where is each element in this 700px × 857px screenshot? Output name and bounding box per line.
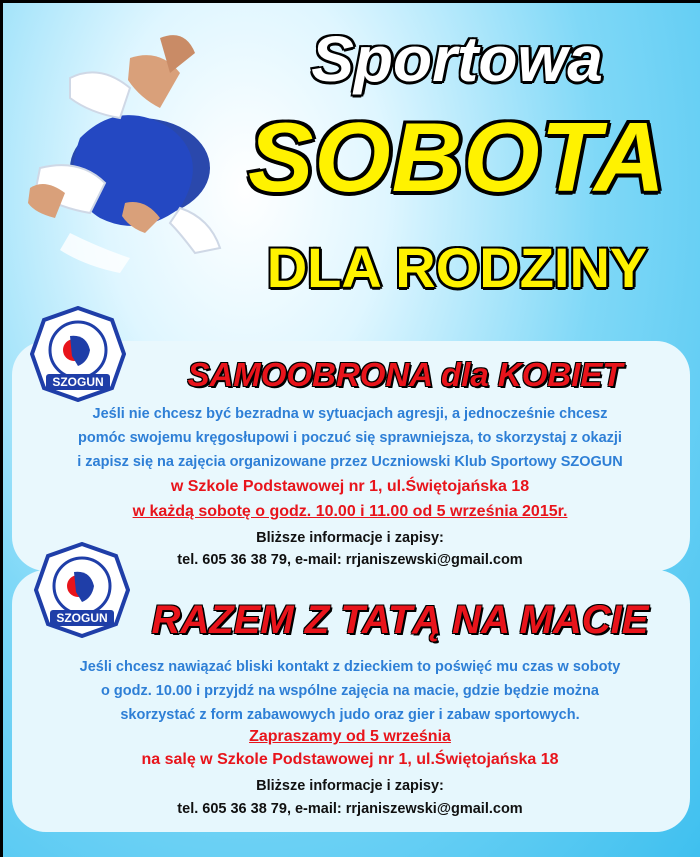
title-line-3: DLA RODZINY bbox=[266, 236, 648, 299]
section1-body-line: i zapisz się na zajęcia organizowane przez Uczniowski Klub Sportowy SZOGUN bbox=[77, 454, 623, 470]
section1-info: Bliższe informacje i zapisy: bbox=[256, 530, 444, 546]
section2-body-line: o godz. 10.00 i przyjdź na wspólne zajęcia na macie, gdzie będzie można bbox=[101, 683, 599, 699]
logo-text: SZOGUN bbox=[52, 375, 104, 389]
section1-contact: tel. 605 36 38 79, e-mail: rrjaniszewski@gmail.com bbox=[177, 552, 523, 568]
section1-place: w Szkole Podstawowej nr 1, ul.Świętojańska 18 bbox=[170, 478, 530, 495]
szogun-club-logo bbox=[30, 306, 126, 402]
section2-body-line: skorzystać z form zabawowych judo oraz gier i zabaw sportowych. bbox=[120, 707, 580, 723]
section-title-self-defense: SAMOOBRONA dla KOBIET bbox=[187, 356, 623, 393]
section2-invite: Zapraszamy od 5 września bbox=[249, 728, 451, 745]
title-line-2: SOBOTA bbox=[248, 102, 666, 212]
section2-place: na salę w Szkole Podstawowej nr 1, ul.Świętojańska 18 bbox=[141, 751, 559, 768]
section1-body-line: pomóc swojemu kręgosłupowi i poczuć się sprawniejsza, to skorzystaj z okazji bbox=[78, 430, 622, 446]
section2-body-line: Jeśli chcesz nawiązać bliski kontakt z dzieckiem to poświęć mu czas w soboty bbox=[79, 659, 621, 675]
section2-info: Bliższe informacje i zapisy: bbox=[256, 778, 444, 794]
section2-contact: tel. 605 36 38 79, e-mail: rrjaniszewski@gmail.com bbox=[177, 801, 523, 817]
title-line-1: Sportowa bbox=[311, 23, 603, 95]
section1-body-line: Jeśli nie chcesz być bezradna w sytuacjach agresji, a jednocześnie chcesz bbox=[92, 406, 608, 422]
logo-text: SZOGUN bbox=[56, 611, 108, 625]
section-title-with-dad: RAZEM Z TATĄ NA MACIE bbox=[151, 598, 649, 642]
judo-throw-illustration bbox=[10, 18, 240, 278]
section1-time: w każdą sobotę o godz. 10.00 i 11.00 od 5 września 2015r. bbox=[132, 503, 568, 520]
